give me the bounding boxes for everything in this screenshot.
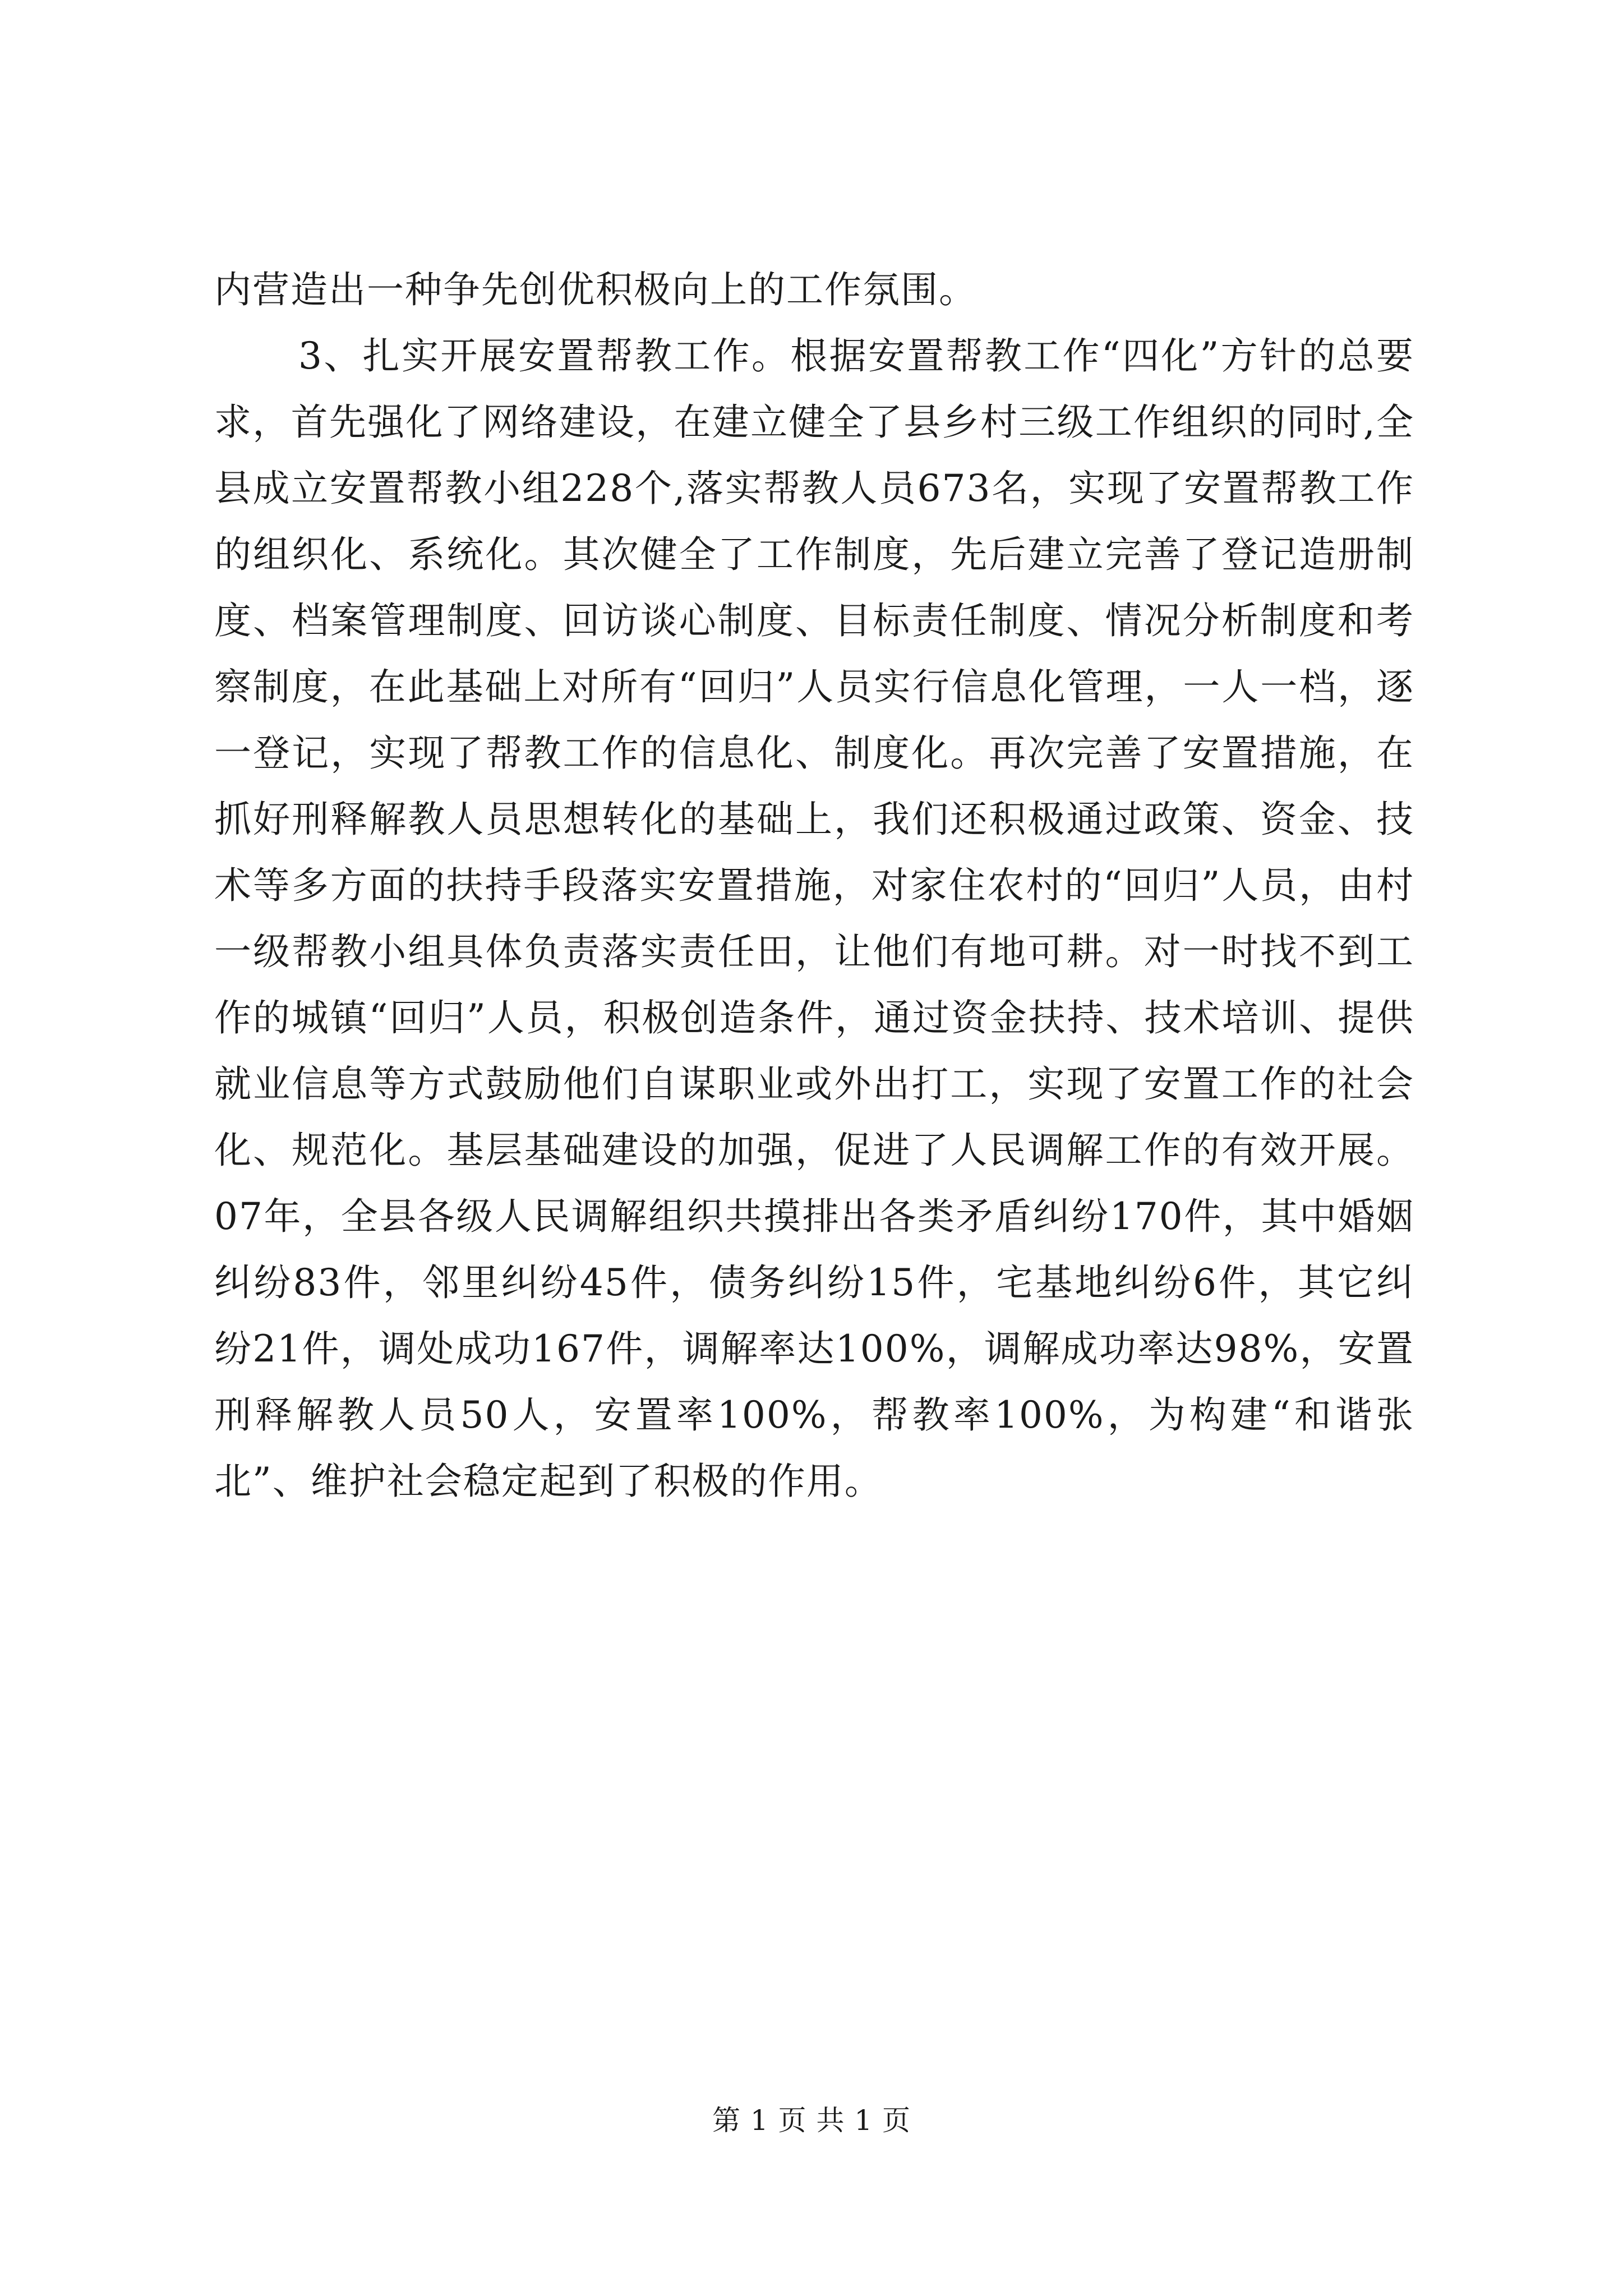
document-body xyxy=(214,257,1414,1515)
page-footer: 第 1 页 共 1 页 xyxy=(712,2104,911,2137)
paragraph-resettlement-work: 3、扎实开展安置帮教工作。根据安置帮教工作“四化”方针的总要求，首先强化了网络建设，在建立健全了县乡村三级工作组织的同时,全县成立安置帮教小组228个,落实帮教人员673名，实现了安置帮教工作的组织化、系统化。其次健全了工作制度，先后建立完善了登记造册制度、档案管理制度、回访谈心制度、目标责任制度、情况分析制度和考察制度，在此基础上对所有“回归”人员实行信息化管理，一人一档，逐一登记，实现了帮教工作的信息化、制度化。再次完善了安置措施，在抓好刑释解教人员思想转化的基础上，我们还积极通过政策、资金、技术等多方面的扶持手段落实安置措施，对家住农村的“回归”人员，由村一级帮教小组具体负责落实责任田，让他们有地可耕。对一时找不到工作的城镇“回归”人员，积极创造条件，通过资金扶持、技术培训、提供就业信息等方式鼓励他们自谋职业或外出打工，实现了安置工作的社会化、规范化。基层基础建设的加强，促进了人民调解工作的有效开展。07年，全县各级人民调解组织共摸排出各类矛盾纠纷170件，其中婚姻纠纷83件，邻里纠纷45件，债务纠纷15件，宅基地纠纷6件，其它纠纷21件，调处成功167件，调解率达100%，调解成功率达98%，安置刑释解教人员50人，安置率100%，帮教率100%，为构建“和谐张北”、维护社会稳定起到了积极的作用。 xyxy=(214,334,1414,1503)
paragraph-continuation: 内营造出一种争先创优积极向上的工作氛围。 xyxy=(214,268,977,311)
